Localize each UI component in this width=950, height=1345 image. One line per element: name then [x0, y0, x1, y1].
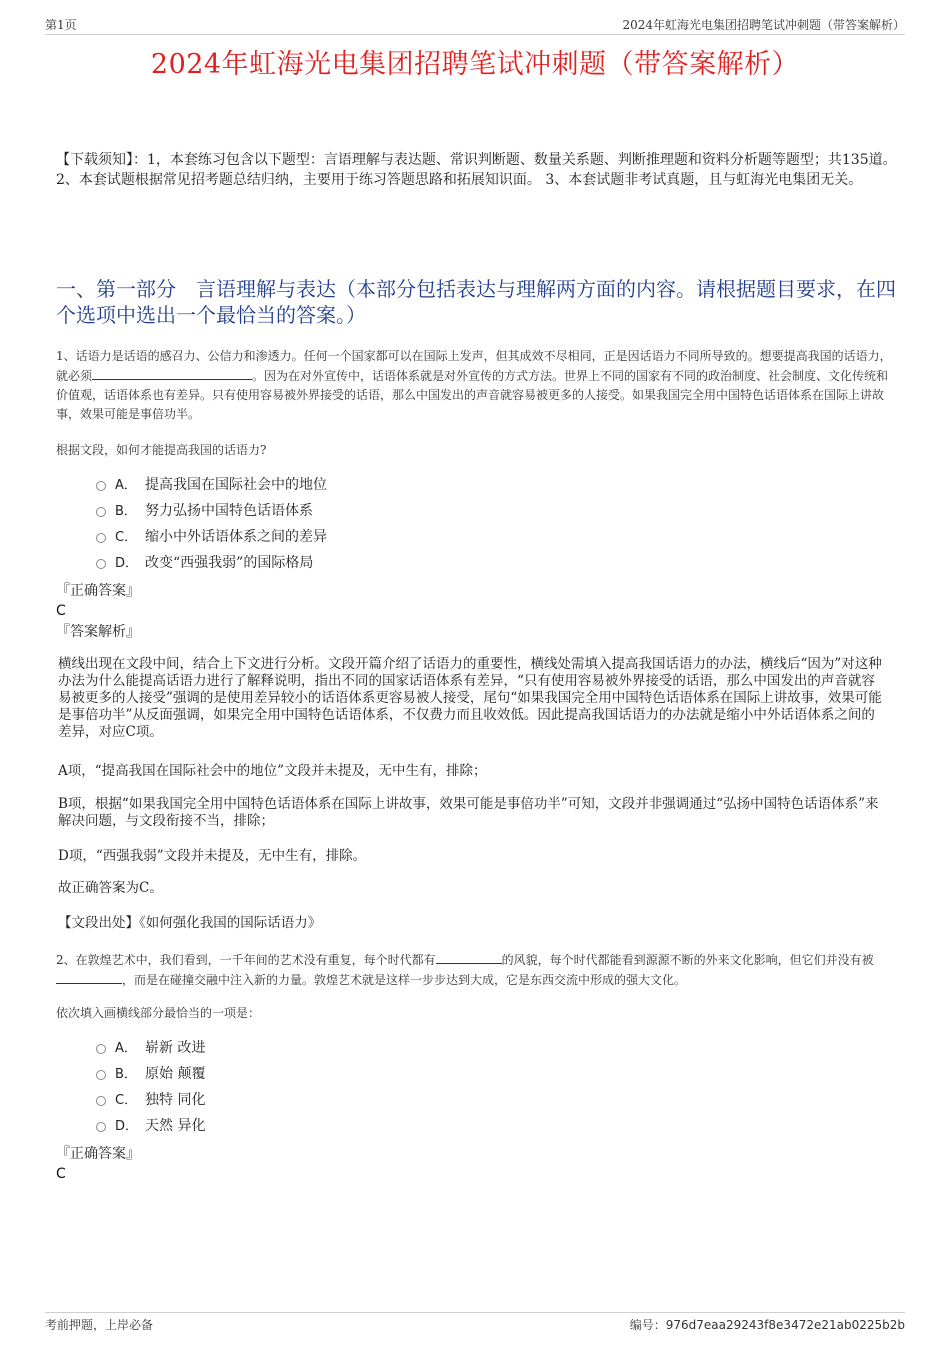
header-doc-title: 2024年虹海光电集团招聘笔试冲刺题（带答案解析） [622, 18, 905, 32]
page-footer [45, 1312, 905, 1333]
option-b[interactable]: B． 努力弘扬中国特色话语体系 [96, 498, 327, 524]
question-1-options [96, 472, 327, 576]
analysis-paragraph: D项，“西强我弱”文段并未提及，无中生有，排除。 [58, 848, 367, 864]
analysis-label: 『答案解析』 [56, 624, 140, 640]
radio-icon[interactable] [96, 1096, 106, 1106]
document-title: 2024年虹海光电集团招聘笔试冲刺题（带答案解析） [150, 49, 800, 80]
option-d[interactable]: D． 天然 异化 [96, 1113, 205, 1139]
option-c[interactable]: C． 独特 同化 [96, 1087, 205, 1113]
question-2-prompt: 依次填入画横线部分最恰当的一项是： [56, 1006, 261, 1020]
answer-label: 『正确答案』 [56, 583, 140, 599]
radio-icon[interactable] [96, 559, 106, 569]
analysis-paragraph: 故正确答案为C。 [58, 880, 163, 896]
radio-icon[interactable] [96, 1122, 106, 1132]
radio-icon[interactable] [96, 1044, 106, 1054]
option-a[interactable]: A． 崭新 改进 [96, 1035, 205, 1061]
page-header [45, 14, 905, 35]
radio-icon[interactable] [96, 533, 106, 543]
analysis-paragraph: A项，“提高我国在国际社会中的地位”文段并未提及，无中生有，排除； [58, 763, 487, 779]
page-number: 第1页 [45, 18, 77, 32]
correct-answer: C [56, 1166, 66, 1182]
radio-icon[interactable] [96, 507, 106, 517]
option-a[interactable]: A． 提高我国在国际社会中的地位 [96, 472, 327, 498]
answer-blank [92, 366, 252, 380]
document-id: 编号：976d7eaa29243f8e3472e21ab0225b2b [629, 1318, 905, 1332]
source-citation: 【文段出处】《如何强化我国的国际话语力》 [58, 915, 322, 931]
answer-label: 『正确答案』 [56, 1146, 140, 1162]
footer-slogan: 考前押题，上岸必备 [45, 1318, 154, 1332]
question-1-prompt: 根据文段，如何才能提高我国的话语力? [56, 443, 267, 457]
question-2-options [96, 1035, 205, 1139]
option-c[interactable]: C． 缩小中外话语体系之间的差异 [96, 524, 327, 550]
question-1-text: 1、话语力是话语的感召力、公信力和渗透力。任何一个国家都可以在国际上发声，但其成效不尽相同，正是因话语力不同所导致的。想要提高我国的话语力，就必须 。因为在对外宣传中，话语体系就是对外宣传的方式方法。世界上不同的国家有不同的政治制度、社会制度、文化传统和价值观，话语体系也有差异。只有使用容易被外界接受的话语，那么中国发出的声音就容易被更多的人接受。如果我国完全用中国特色话语体系在国际上讲故事，效果可能是事倍功半。 [56, 349, 892, 421]
correct-answer: C [56, 603, 66, 619]
section-heading: 一、第一部分 言语理解与表达（本部分包括表达与理解两方面的内容。请根据题目要求，在四个选项中选出一个最恰当的答案。） [56, 277, 896, 327]
download-notice: 【下载须知】：1，本套练习包含以下题型：言语理解与表达题、常识判断题、数量关系题、判断推理题和资料分析题等题型；共135道。 2、本套试题根据常见招考题总结归纳，主要用于练习答题思路和拓展知识面。 3、本套试题非考试真题，且与虹海光电集团无关。 [56, 152, 897, 188]
radio-icon[interactable] [96, 1070, 106, 1080]
question-2-text: 2、在敦煌艺术中，我们看到，一千年间的艺术没有重复，每个时代都有 的风貌，每个时代都能看到源源不断的外来文化影响，但它们并没有被，而是在碰撞交融中注入新的力量。敦煌艺术就是这样一步步达到大成，它是东西交流中形成的强大文化。 [56, 950, 898, 990]
radio-icon[interactable] [96, 481, 106, 491]
analysis-paragraph: B项，根据“如果我国完全用中国特色话语体系在国际上讲故事，效果可能是事倍功半”可知，文段并非强调通过“弘扬中国特色话语体系”来解决问题，与文段衔接不当，排除； [58, 796, 879, 829]
analysis-paragraph: 横线出现在文段中间，结合上下文进行分析。文段开篇介绍了话语力的重要性，横线处需填入提高我国话语力的办法，横线后“因为”对这种办法为什么能提高话语力进行了解释说明，指出不同的国家话语体系有差异，“只有使用容易被外界接受的话语，那么中国发出的声音就容易被更多的人接受”强调的是使用差异较小的话语体系更容易被人接受，尾句“如果我国完全用中国特色话语体系在国际上讲故事，效果可能是事倍功半”从反面强调，如果完全用中国特色话语体系，不仅费力而且收效低。因此提高我国话语力的办法就是缩小中外话语体系之间的差异，对应C项。 [58, 656, 882, 740]
option-b[interactable]: B． 原始 颠覆 [96, 1061, 205, 1087]
answer-blank [436, 950, 502, 964]
option-d[interactable]: D． 改变“西强我弱”的国际格局 [96, 550, 327, 576]
answer-blank [56, 970, 122, 984]
